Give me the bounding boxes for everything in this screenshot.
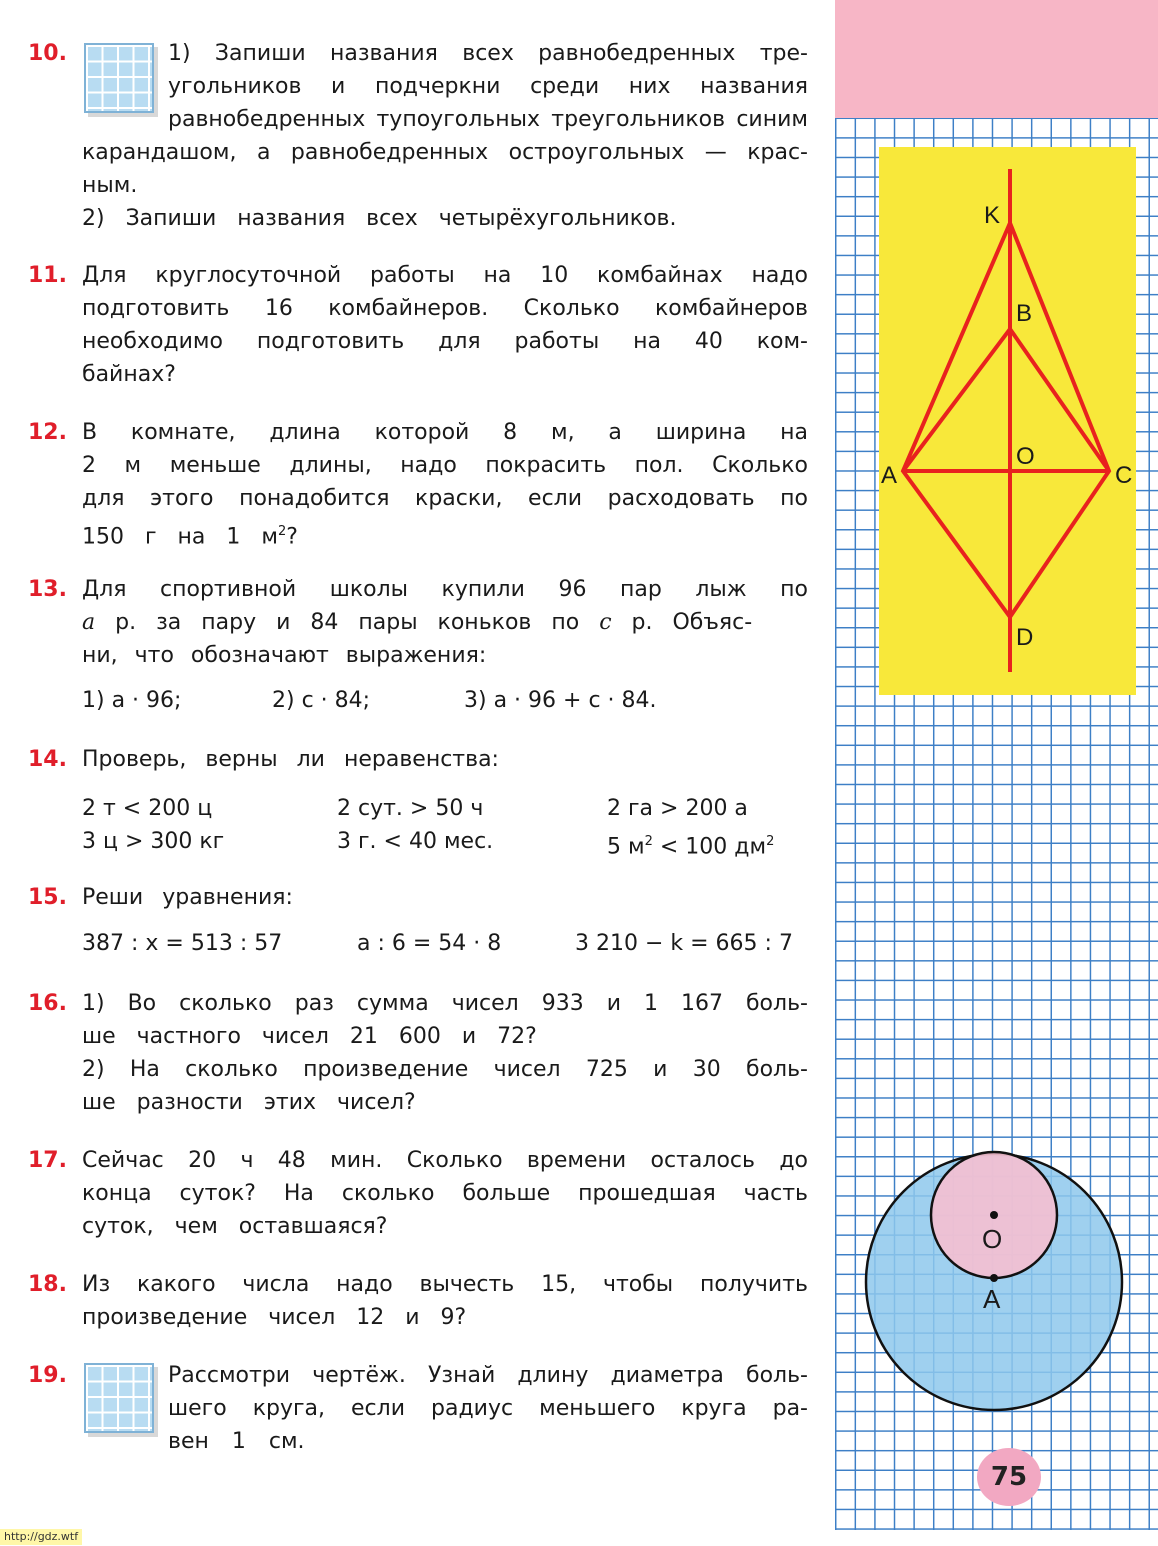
- text-line: Реши уравнения:: [82, 885, 293, 910]
- text-line: ным.: [82, 173, 138, 198]
- text-line: 2) На сколько произведение чисел 725 и 30 боль-: [82, 1057, 808, 1082]
- superscript: 2: [766, 834, 775, 849]
- inequality: 2 т < 200 ц: [82, 796, 213, 821]
- label-c: C: [1115, 462, 1133, 489]
- text-line: равнобедренных тупоугольных треугольников синим: [168, 107, 808, 132]
- source-url[interactable]: http://gdz.wtf: [0, 1529, 82, 1545]
- expression: 2) c · 84;: [272, 688, 371, 713]
- text-line: угольников и подчеркни среди них названия: [168, 74, 808, 99]
- text-line: Для спортивной школы купили 96 пар лыж по: [82, 577, 808, 602]
- text-line: 2 м меньше длины, надо покрасить пол. Сколько: [82, 453, 808, 478]
- task-number: 16.: [28, 991, 67, 1016]
- text-line: вен 1 см.: [168, 1429, 305, 1454]
- text-line: подготовить 16 комбайнеров. Сколько комбайнеров: [82, 296, 808, 321]
- text-fragment: р. Объяс-: [611, 610, 753, 635]
- text-line: карандашом, а равнобедренных остроугольных — крас-: [82, 140, 808, 165]
- task-number: 15.: [28, 885, 67, 910]
- expression: 3) a · 96 + c · 84.: [464, 688, 657, 713]
- text-fragment: < 100 дм: [652, 834, 767, 860]
- task-number: 18.: [28, 1272, 67, 1297]
- superscript: 2: [644, 834, 653, 849]
- equation: 387 : x = 513 : 57: [82, 931, 283, 956]
- text-line: суток, чем оставшаяся?: [82, 1214, 388, 1239]
- text-line: 1) Запиши названия всех равнобедренных тре-: [168, 41, 808, 66]
- text-line: необходимо подготовить для работы на 40 ком-: [82, 329, 808, 354]
- grid-icon: [84, 1363, 154, 1433]
- text-line: Из какого числа надо вычесть 15, чтобы получить: [82, 1272, 808, 1297]
- text-line: 2) Запиши названия всех четырёхугольников.: [82, 206, 677, 231]
- inequality: [607, 825, 774, 863]
- inequality: 3 ц > 300 кг: [82, 829, 225, 854]
- label-b: B: [1016, 300, 1033, 327]
- text-line: байнах?: [82, 362, 176, 387]
- inequality: 3 г. < 40 мес.: [337, 829, 494, 854]
- task-number: 17.: [28, 1148, 67, 1173]
- task-number: 12.: [28, 420, 67, 445]
- label-o: O: [1016, 443, 1035, 470]
- text-line: Проверь, верны ли неравенства:: [82, 747, 499, 772]
- text-line: Рассмотри чертёж. Узнай длину диаметра боль-: [168, 1363, 808, 1388]
- expression: 1) a · 96;: [82, 688, 182, 713]
- task-number: 14.: [28, 747, 67, 772]
- task-number: 19.: [28, 1363, 67, 1388]
- variable: c: [599, 610, 612, 635]
- text-line: В комнате, длина которой 8 м, а ширина на: [82, 420, 808, 445]
- text-line: Для круглосуточной работы на 10 комбайнах надо: [82, 263, 808, 288]
- text-line: 1) Во сколько раз сумма чисел 933 и 1 167 боль-: [82, 991, 808, 1016]
- superscript: 2: [277, 524, 287, 539]
- label-a: A: [983, 1284, 1001, 1314]
- variable: a: [82, 610, 96, 635]
- inequality: 2 га > 200 а: [607, 796, 748, 821]
- task-number: 11.: [28, 263, 67, 288]
- text-line: для этого понадобится краски, если расходовать по: [82, 486, 808, 511]
- page-number: 75: [977, 1448, 1041, 1506]
- text-line: произведение чисел 12 и 9?: [82, 1305, 467, 1330]
- text-line: Сейчас 20 ч 48 мин. Сколько времени осталось до: [82, 1148, 808, 1173]
- text-line: [82, 606, 808, 639]
- task-number: 10.: [28, 41, 67, 66]
- text-fragment: 5 м: [607, 834, 645, 860]
- task-number: 13.: [28, 577, 67, 602]
- text-fragment: ?: [286, 524, 298, 550]
- inequality: 2 сут. > 50 ч: [337, 796, 484, 821]
- pink-header-block: [835, 0, 1158, 118]
- label-a: A: [881, 462, 898, 489]
- label-d: D: [1016, 624, 1034, 651]
- equation: a : 6 = 54 · 8: [357, 931, 502, 956]
- center-point-o: [990, 1211, 998, 1219]
- text-line: конца суток? На сколько больше прошедшая часть: [82, 1181, 808, 1206]
- label-k: K: [984, 202, 1001, 229]
- text-line: шего круга, если радиус меньшего круга ра-: [168, 1396, 808, 1421]
- point-a: [990, 1274, 998, 1282]
- text-fragment: р. за пару и 84 пары коньков по: [95, 610, 600, 635]
- kite-diagram: [879, 147, 1136, 695]
- text-fragment: 150 г на 1 м: [82, 524, 278, 550]
- text-line: ни, что обозначают выражения:: [82, 643, 487, 668]
- label-o: O: [982, 1224, 1003, 1254]
- text-line: ше частного чисел 21 600 и 72?: [82, 1024, 537, 1049]
- circles-diagram: [862, 1148, 1130, 1416]
- equation: 3 210 − k = 665 : 7: [575, 931, 793, 956]
- text-line: ше разности этих чисел?: [82, 1090, 416, 1115]
- text-line: [82, 515, 808, 548]
